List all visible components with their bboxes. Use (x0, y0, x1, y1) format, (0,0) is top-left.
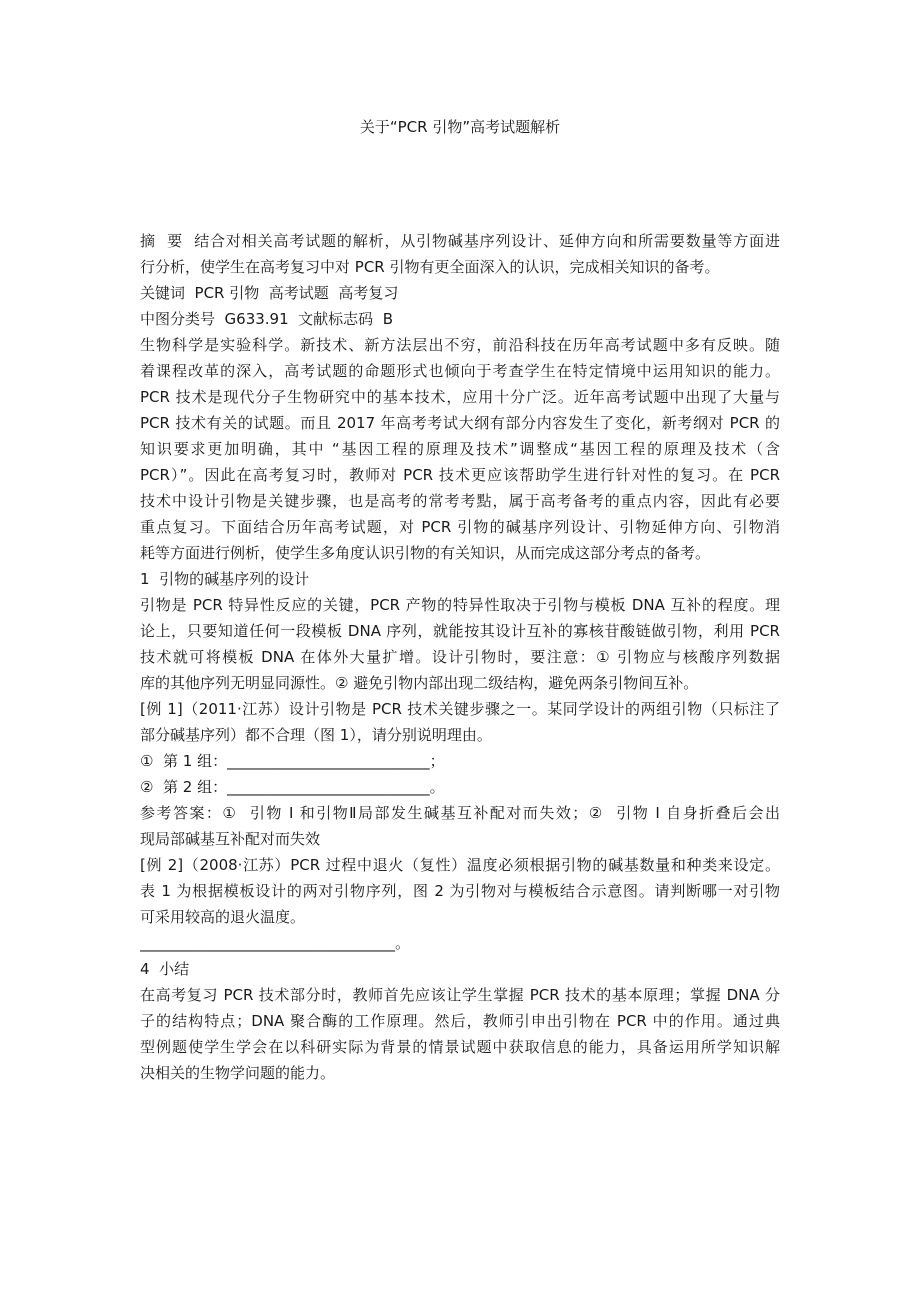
answer-line: 参考答案：① 引物 I 和引物Ⅱ局部发生碱基互补配对而失效；② 引物 I 自身折叠后会出 (140, 804, 780, 822)
article-body (140, 228, 780, 1086)
example2-line: 可采用较高的退火温度。 (140, 908, 306, 926)
section-heading: 1 引物的碱基序列的设计 (140, 570, 310, 588)
section1-line: 论上，只要知道任何一段模板 DNA 序列，就能按其设计互补的寡核苷酸链做引物，利用 PCR (140, 622, 780, 640)
example1-line: 部分碱基序列）都不合理（图 1），请分别说明理由。 (140, 726, 492, 744)
example1-question (140, 696, 780, 748)
summary-line: 决相关的生物学问题的能力。 (140, 1064, 336, 1082)
example2-line: [例 2]（2008·江苏）PCR 过程中退火（复性）温度必须根据引物的碱基数量和种类来设定。 (140, 856, 780, 874)
article-title: 关于“PCR 引物”高考试题解析 (359, 118, 561, 136)
example2-question (140, 852, 780, 930)
abstract-line: 摘 要 结合对相关高考试题的解析，从引物碱基序列设计、延伸方向和所需要数量等方面进 (140, 232, 780, 250)
intro-line: 知识要求更加明确，其中 “基因工程的原理及技术”调整成“基因工程的原理及技术（含 (140, 440, 780, 458)
section1-line: 引物是 PCR 特异性反应的关键，PCR 产物的特异性取决于引物与模板 DNA 互补的程度。理 (140, 596, 780, 614)
example2-blank: __________________________________。 (140, 934, 411, 952)
example1-blank-2: ② 第 2 组：___________________________。 (140, 778, 445, 796)
summary-line: 型例题使学生学会在以科研实际为背景的情景试题中获取信息的能力，具备运用所学知识解 (140, 1038, 780, 1056)
intro-line: 技术中设计引物是关键步骤，也是高考的常考考點，属于高考备考的重点内容，因此有必要 (140, 492, 780, 510)
intro-line: PCR）”。因此在高考复习时，教师对 PCR 技术更应该帮助学生进行针对性的复习。在 PCR (140, 466, 780, 484)
intro-paragraph (140, 332, 780, 566)
intro-line: 重点复习。下面结合历年高考试题，对 PCR 引物的碱基序列设计、引物延伸方向、引物消 (140, 518, 780, 536)
intro-line: 耗等方面进行例析，使学生多角度认识引物的有关知识，从而完成这部分考点的备考。 (140, 544, 711, 562)
intro-line: 生物科学是实验科学。新技术、新方法层出不穷，前沿科技在历年高考试题中多有反映。随 (140, 336, 780, 354)
answer-line: 现局部碱基互补配对而失效 (140, 830, 321, 848)
summary-line: 在高考复习 PCR 技术部分时，教师首先应该让学生掌握 PCR 技术的基本原理；掌握 DNA 分 (140, 986, 780, 1004)
keywords-line: 关键词 PCR 引物 高考试题 高考复习 (140, 284, 399, 302)
intro-line: PCR 技术有关的试题。而且 2017 年高考考试大纲有部分内容发生了变化，新考纲对 PCR 的 (140, 414, 780, 432)
example1-blank-1: ① 第 1 组：___________________________； (140, 752, 445, 770)
abstract-line: 行分析，使学生在高考复习中对 PCR 引物有更全面深入的认识，完成相关知识的备考。 (140, 258, 720, 276)
example1-line: [例 1]（2011·江苏）设计引物是 PCR 技术关键步骤之一。某同学设计的两组引物（只标注了 (140, 700, 780, 718)
classification-line: 中图分类号 G633.91 文献标志码 B (140, 310, 394, 328)
section1-paragraph (140, 592, 780, 696)
example1-answer (140, 800, 780, 852)
summary-paragraph (140, 982, 780, 1086)
summary-line: 子的结构特点；DNA 聚合酶的工作原理。然后，教师引申出引物在 PCR 中的作用。通过典 (140, 1012, 780, 1030)
intro-line: 着课程改革的深入，高考试题的命题形式也倾向于考查学生在特定情境中运用知识的能力。 (140, 362, 780, 380)
section1-line: 技术就可将模板 DNA 在体外大量扩增。设计引物时，要注意：① 引物应与核酸序列数据 (140, 648, 780, 666)
abstract-paragraph (140, 228, 780, 280)
example2-line: 表 1 为根据模板设计的两对引物序列，图 2 为引物对与模板结合示意图。请判断哪一对引物 (140, 882, 780, 900)
section1-line: 库的其他序列无明显同源性。② 避免引物内部出现二级结构，避免两条引物间互补。 (140, 674, 699, 692)
intro-line: PCR 技术是现代分子生物研究中的基本技术，应用十分广泛。近年高考试题中出现了大量与 (140, 388, 780, 406)
section-heading: 4 小结 (140, 960, 190, 978)
